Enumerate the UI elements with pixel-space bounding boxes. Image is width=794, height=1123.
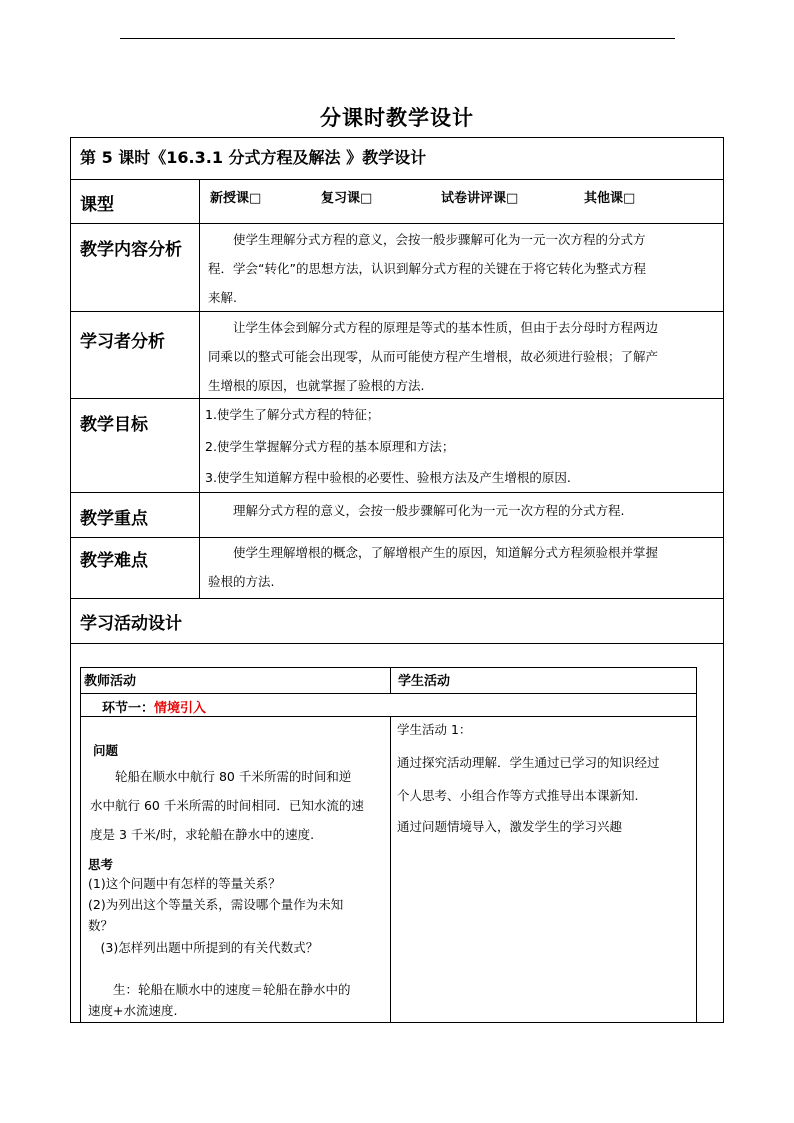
page-title: 分课时教学设计 <box>320 106 474 130</box>
think-label: 思考 <box>88 857 114 872</box>
think-line: (2)为列出这个等量关系，需设哪个量作为未知 <box>88 897 344 912</box>
difficulties-line: 验根的方法. <box>208 574 275 589</box>
option-exam-review-lesson[interactable]: 试卷讲评课□ <box>441 191 519 206</box>
section-name: 情境引入 <box>154 701 207 716</box>
row-divider <box>70 179 724 180</box>
table-border-bottom <box>70 1022 724 1023</box>
header-rule <box>120 38 675 39</box>
objective-item: 1.使学生了解分式方程的特征； <box>205 407 380 422</box>
design-table <box>70 137 724 1022</box>
inner-column-divider <box>390 667 391 693</box>
activity-design-label: 学习活动设计 <box>80 614 182 634</box>
section-prefix: 环节一： <box>102 701 155 716</box>
content-analysis-line: 来解. <box>208 290 237 305</box>
objective-item: 2.使学生掌握解分式方程的基本原理和方法； <box>205 439 455 454</box>
inner-table-border-top <box>80 667 697 668</box>
inner-table-border-left <box>80 667 81 1022</box>
inner-row-divider <box>80 716 697 717</box>
learner-analysis-label: 学习者分析 <box>80 332 165 352</box>
inner-row-divider <box>80 693 697 694</box>
inner-table-border-right <box>696 667 697 1022</box>
lesson-title: 第 5 课时《16.3.1 分式方程及解法 》教学设计 <box>80 148 427 167</box>
problem-line: 度是 3 千米/时，求轮船在静水中的速度. <box>90 827 315 842</box>
objectives-label: 教学目标 <box>80 415 148 435</box>
answer-line: 生：轮船在顺水中的速度＝轮船在静水中的 <box>88 982 351 997</box>
key-points-text: 理解分式方程的意义，会按一般步骤解可化为一元一次方程的分式方程. <box>208 503 625 518</box>
learner-analysis-line: 让学生体会到解分式方程的原理是等式的基本性质，但由于去分母时方程两边 <box>208 320 659 335</box>
teacher-activity-header: 教师活动 <box>84 674 137 689</box>
think-line: (3)怎样列出题中所提到的有关代数式？ <box>88 940 319 955</box>
option-new-lesson[interactable]: 新授课□ <box>210 191 262 206</box>
difficulties-label: 教学难点 <box>80 551 148 571</box>
answer-line: 速度+水流速度. <box>88 1003 178 1018</box>
table-border-right <box>723 137 724 1022</box>
option-review-lesson[interactable]: 复习课□ <box>321 191 373 206</box>
student-activity-line: 个人思考、小组合作等方式推导出本课新知. <box>397 788 639 803</box>
key-points-label: 教学重点 <box>80 509 148 529</box>
learner-analysis-line: 同乘以的整式可能会出现零，从而可能使方程产生增根，故必须进行验根；了解产 <box>208 349 659 364</box>
student-activity-line: 通过探究活动理解．学生通过已学习的知识经过 <box>397 755 660 770</box>
row-divider <box>70 223 724 224</box>
table-border-left <box>70 137 71 1022</box>
column-divider <box>199 179 200 598</box>
row-divider <box>70 643 724 644</box>
problem-line: 轮船在顺水中航行 80 千米所需的时间和逆 <box>90 769 352 784</box>
difficulties-line: 使学生理解增根的概念，了解增根产生的原因，知道解分式方程须验根并掌握 <box>208 545 659 560</box>
problem-label: 问题 <box>93 743 119 758</box>
student-activity-line: 通过问题情境导入，激发学生的学习兴趣 <box>397 819 623 834</box>
content-analysis-line: 使学生理解分式方程的意义，会按一般步骤解可化为一元一次方程的分式方 <box>208 232 646 247</box>
section-heading <box>102 697 206 716</box>
course-type-label: 课型 <box>80 195 114 215</box>
table-border-top <box>70 137 724 138</box>
learner-analysis-line: 生增根的原因，也就掌握了验根的方法. <box>208 378 425 393</box>
objective-item: 3.使学生知道解方程中验根的必要性、验根方法及产生增根的原因. <box>205 470 571 485</box>
row-divider <box>70 598 724 599</box>
content-analysis-label: 教学内容分析 <box>80 240 182 260</box>
inner-column-divider <box>390 716 391 1022</box>
think-line: 数？ <box>88 918 114 933</box>
row-divider <box>70 492 724 493</box>
row-divider <box>70 311 724 312</box>
option-other-lesson[interactable]: 其他课□ <box>584 191 636 206</box>
problem-line: 水中航行 60 千米所需的时间相同．已知水流的速 <box>90 798 364 813</box>
student-activity-header: 学生活动 <box>398 674 451 689</box>
think-line: (1)这个问题中有怎样的等量关系？ <box>88 876 281 891</box>
student-activity-title: 学生活动 1： <box>397 722 472 737</box>
content-analysis-line: 程．学会“转化”的思想方法，认识到解分式方程的关键在于将它转化为整式方程 <box>208 261 646 276</box>
